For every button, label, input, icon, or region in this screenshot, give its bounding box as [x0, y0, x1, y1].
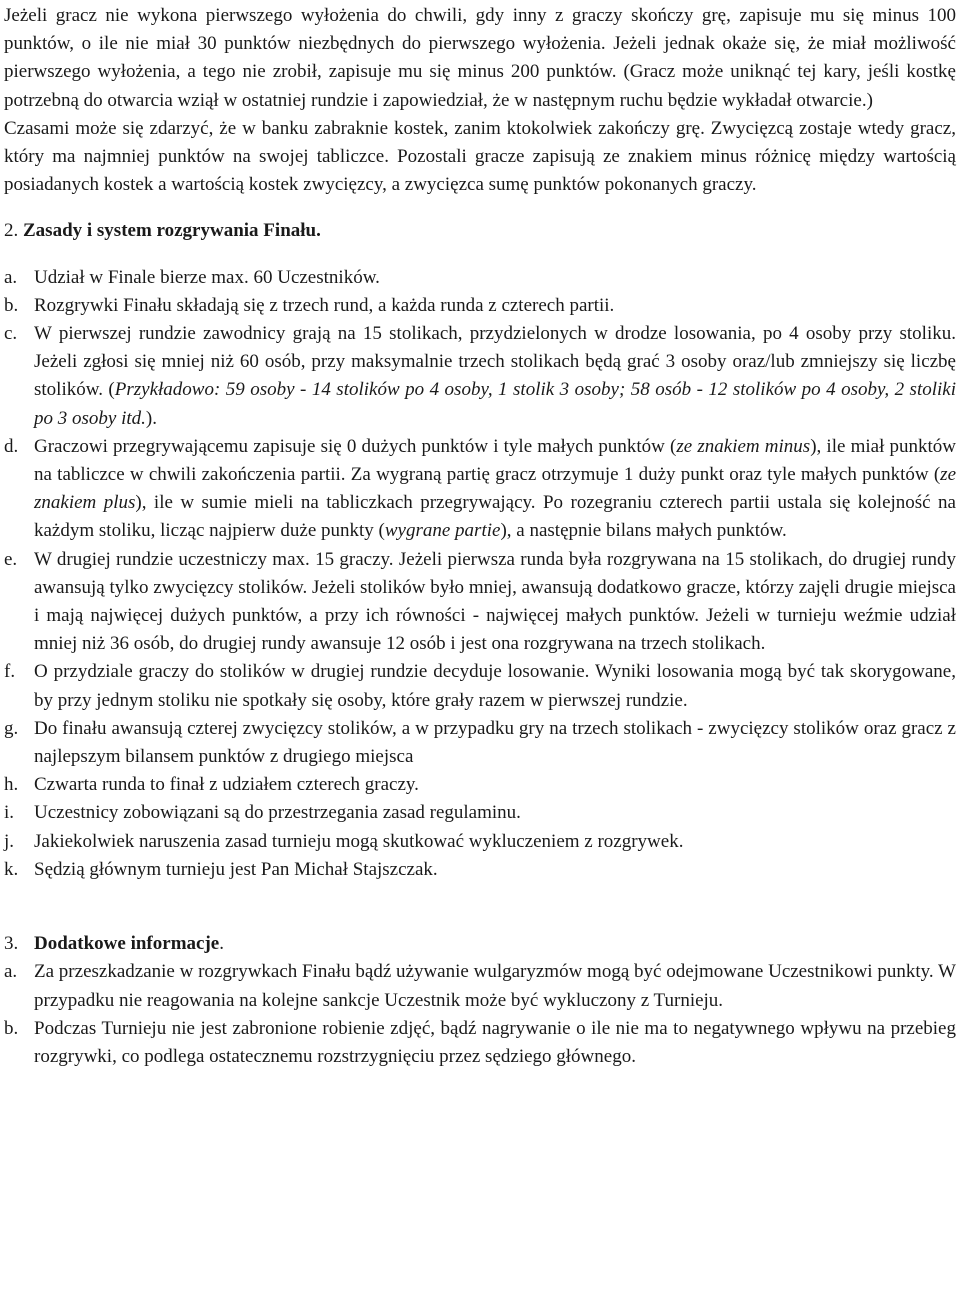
- item-text: W drugiej rundzie uczestniczy max. 15 graczy. Jeżeli pierwsza runda była rozgrywana na 15 stolikach, do drugiej rundy awansują tylko zwycięzcy stolików. Jeżeli stolików było mniej, awansują dodatkowo gracze, którzy zajęli drugie miejsca i mają najwięcej dużych punktów, a przy ich równości - najwięcej małych punktów. Jeżeli w turnieju weźmie udział mniej niż 36 osób, do drugiej rundy awansuje 12 osób i jest ona rozgrywana na trzech stolikach.: [34, 548, 956, 655]
- item-text-example: Przykładowo: 59 osoby - 14 stolików po 4 osoby, 1 stolik 3 osoby; 58 osób - 12 stolików po 4 osoby, 2 stoliki po 3 osoby itd.: [34, 379, 956, 429]
- item-text-italic: ze znakiem plus: [34, 464, 956, 514]
- item-text-part: Graczowi przegrywającemu zapisuje się 0 dużych punktów i tyle małych punktów (: [34, 435, 677, 457]
- intro-paragraph-bank-empty: Czasami może się zdarzyć, że w banku zabraknie kostek, zanim ktokolwiek zakończy grę. Zwycięzcą zostaje wtedy gracz, który ma najmniej punktów na swojej tabliczce. Pozostali gracze zapisują ze znakiem minus różnicę między wartością posiadanych kostek a wartością kostek zwycięzcy, a zwycięzca sumę punktów pokonanych graczy.: [4, 117, 956, 196]
- section-2-item-a: [4, 264, 956, 292]
- section-2-item-d: [4, 433, 956, 546]
- item-text: [34, 320, 956, 433]
- section-2-number: 2.: [4, 220, 19, 242]
- item-marker: k.: [4, 858, 19, 880]
- item-text: Udział w Finale bierze max. 60 Uczestników.: [34, 266, 380, 288]
- section-3-item-a: [4, 958, 956, 1014]
- item-text: Za przeszkadzanie w rozgrywkach Finału bądź używanie wulgaryzmów mogą być odejmowane Uczestnikowi punkty. W przypadku nie reagowania na kolejne sankcje Uczestnik może być wykluczony z Turnieju.: [34, 961, 956, 1011]
- section-3-number: 3.: [4, 933, 19, 955]
- item-marker: i.: [4, 802, 15, 824]
- item-text-regular: W pierwszej rundzie zawodnicy grają na 15 stolikach, przydzielonych w drodze losowania, po 4 osoby przy stoliku. Jeżeli zgłosi się mniej niż 60 osób, przy maksymalnie trzech stolikach będą grać 3 osoby oraz/lub zmniejszy się liczbę stolików. (: [34, 323, 956, 401]
- item-marker: h.: [4, 774, 19, 796]
- item-text: O przydziale graczy do stolików w drugiej rundzie decyduje losowanie. Wyniki losowania mogą być tak skorygowane, by przy jednym stoliku nie spotkały się osoby, które grały razem w pierwszej rundzie.: [34, 661, 956, 711]
- section-3-title-dot: .: [219, 933, 224, 955]
- item-text-tail: ).: [145, 407, 157, 429]
- item-text-italic: ze znakiem minus: [676, 435, 811, 457]
- item-text: Czwarta runda to finał z udziałem czterech graczy.: [34, 774, 419, 796]
- section-2-heading: [4, 217, 956, 245]
- spacer: [4, 199, 956, 217]
- section-2-item-j: [4, 828, 956, 856]
- section-3-title-wrap: [34, 930, 956, 958]
- section-3-heading: [4, 930, 956, 958]
- item-marker: c.: [4, 323, 18, 345]
- section-2-item-k: [4, 856, 956, 884]
- spacer: [4, 884, 956, 930]
- section-2-item-g: [4, 715, 956, 771]
- item-text: Uczestnicy zobowiązani są do przestrzegania zasad regulaminu.: [34, 802, 521, 824]
- item-marker: a.: [4, 961, 18, 983]
- item-text-part: ), a następnie bilans małych punktów.: [500, 520, 787, 542]
- item-text: Rozgrywki Finału składają się z trzech rund, a każda runda z czterech partii.: [34, 294, 615, 316]
- section-2-title: Zasady i system rozgrywania Finału.: [23, 220, 321, 242]
- item-marker: b.: [4, 1017, 19, 1039]
- item-text: Podczas Turnieju nie jest zabronione robienie zdjęć, bądź nagrywanie o ile nie ma to negatywnego wpływu na przebieg rozgrywki, co podlega ostatecznemu rozstrzygnięciu przez sędziego głównego.: [34, 1017, 956, 1067]
- item-text: Jakiekolwiek naruszenia zasad turnieju mogą skutkować wykluczeniem z rozgrywek.: [34, 830, 684, 852]
- intro-paragraph-penalty: Jeżeli gracz nie wykona pierwszego wyłożenia do chwili, gdy inny z graczy skończy grę, zapisuje mu się minus 100 punktów, o ile nie miał 30 punktów niezbędnych do pierwszego wyłożenia. Jeżeli jednak okaże się, że miał możliwość pierwszego wyłożenia, a tego nie zrobił, zapisuje mu się minus 200 punktów. (Gracz może uniknąć tej kary, jeśli kostkę potrzebną do otwarcia wziął w ostatniej rundzie i zapowiedział, że w następnym ruchu będzie wykładał otwarcie.): [4, 5, 956, 111]
- item-marker: f.: [4, 661, 16, 683]
- section-2-item-b: [4, 292, 956, 320]
- section-2-item-i: [4, 799, 956, 827]
- item-marker: e.: [4, 548, 18, 570]
- item-text-part: ), ile miał punktów na tabliczce w chwili zakończenia partii. Za wygraną partię gracz otrzymuje 1 duży punkt oraz tyle małych punktów (: [34, 435, 957, 486]
- spacer: [4, 246, 956, 264]
- item-marker: d.: [4, 435, 19, 457]
- item-marker: a.: [4, 266, 18, 288]
- section-3-title: Dodatkowe informacje: [34, 933, 220, 955]
- section-2-item-f: [4, 658, 956, 714]
- item-text: Do finału awansują czterej zwycięzcy stolików, a w przypadku gry na trzech stolikach - zwycięzcy stolików oraz gracz z najlepszym bilansem punktów z drugiego miejsca: [34, 717, 956, 768]
- item-text: Sędzią głównym turnieju jest Pan Michał Stajszczak.: [34, 858, 438, 880]
- section-2-item-h: [4, 771, 956, 799]
- item-text: [34, 433, 956, 546]
- section-2-item-e: [4, 546, 956, 659]
- item-marker: j.: [4, 830, 15, 852]
- item-text-part: ), ile w sumie mieli na tabliczkach przegrywający. Po rozegraniu czterech partii ustala się kolejność na każdym stoliku, licząc najpierw duże punkty (: [34, 492, 956, 542]
- item-text-italic: wygrane partie: [384, 520, 501, 542]
- item-marker: g.: [4, 717, 19, 739]
- section-2-item-c: [4, 320, 956, 433]
- section-3-item-b: [4, 1015, 956, 1071]
- item-marker: b.: [4, 294, 19, 316]
